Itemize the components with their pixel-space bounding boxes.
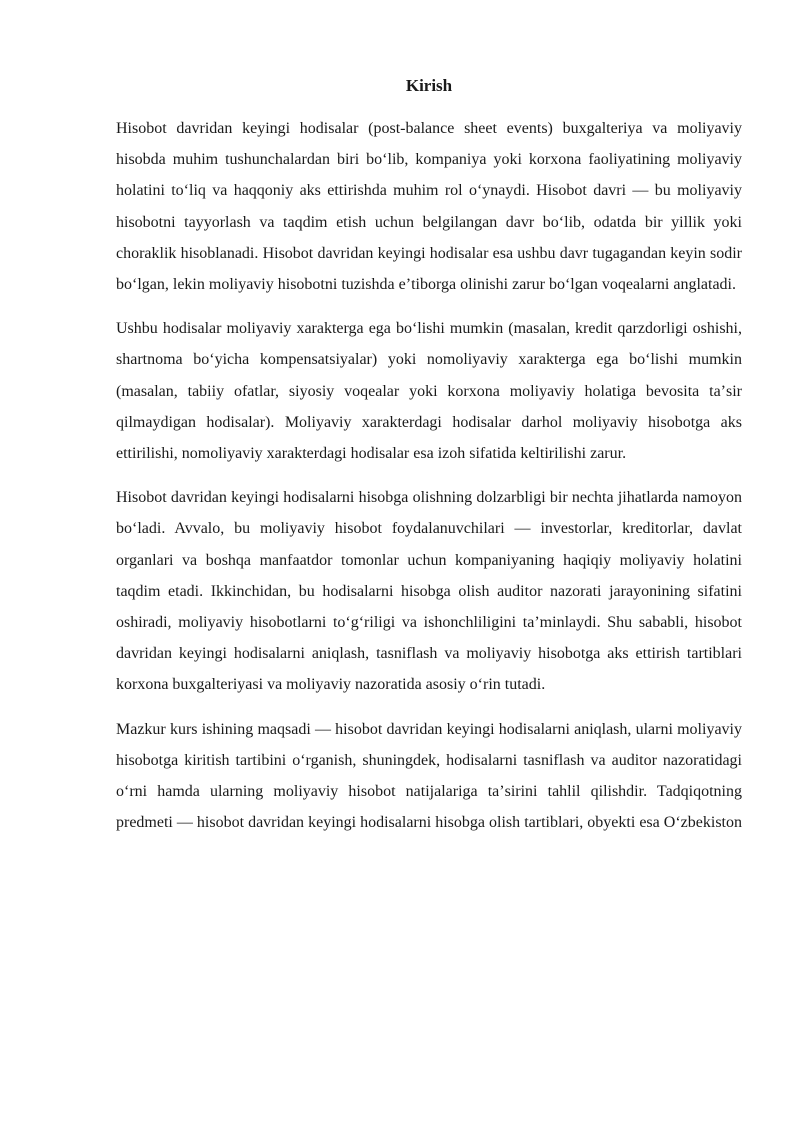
paragraph-3: Hisobot davridan keyingi hodisalarni hisobga olishning dolzarbligi bir nechta jihatlarda namoyon boʻladi. Avvalo, bu moliyaviy hisobot foydalanuvchilari — investorlar, kreditorlar, davlat organlari va boshqa manfaatdor tomonlar uchun kompaniyaning haqiqiy moliyaviy holatini taqdim etadi. Ikkinchidan, bu hodisalarni hisobga olish auditor nazorati jarayonining sifatini oshiradi, moliyaviy hisobotlarni toʻgʻriligi va ishonchliligini taʼminlaydi. Shu sababli, hisobot davridan keyingi hodisalarni aniqlash, tasniflash va moliyaviy hisobotga aks ettirish tartiblari korxona buxgalteriyasi va moliyaviy nazoratida asosiy oʻrin tutadi. [116, 489, 742, 694]
section-title: Kirish [405, 76, 453, 95]
paragraph-2: Ushbu hodisalar moliyaviy xarakterga ega boʻlishi mumkin (masalan, kredit qarzdorligi oshishi, shartnoma boʻyicha kompensatsiyalar) yoki nomoliyaviy xarakterga ega boʻlishi mumkin (masalan, tabiiy ofatlar, siyosiy voqealar yoki korxona moliyaviy holatiga bevosita taʼsir qilmaydigan hodisalar). Moliyaviy xarakterdagi hodisalar darhol moliyaviy hisobotga aks ettirilishi, nomoliyaviy xarakterdagi hodisalar esa izoh sifatida keltirilishi zarur. [116, 320, 742, 463]
paragraph-4: Mazkur kurs ishining maqsadi — hisobot davridan keyingi hodisalarni aniqlash, ularni moliyaviy hisobotga kiritish tartibini oʻrganish, shuningdek, hodisalarni tasniflash va auditor nazoratidagi oʻrni hamda ularning moliyaviy hisobot natijalariga taʼsirini tahlil qilishdir. Tadqiqotning predmeti — hisobot davridan keyingi hodisalarni hisobga olish tartiblari, obyekti esa Oʻzbekiston [116, 720, 742, 832]
paragraph-1: Hisobot davridan keyingi hodisalar (post-balance sheet events) buxgalteriya va moliyaviy hisobda muhim tushunchalardan biri boʻlib, kompaniya yoki korxona faoliyatining moliyaviy holatini toʻliq va haqqoniy aks ettirishda muhim rol oʻynaydi. Hisobot davri — bu moliyaviy hisobotni tayyorlash va taqdim etish uchun belgilangan davr boʻlib, odatda bir yillik yoki choraklik hisoblanadi. Hisobot davridan keyingi hodisalar esa ushbu davr tugagandan keyin sodir boʻlgan, lekin moliyaviy hisobotni tuzishda eʼtiborga olinishi zarur boʻlgan voqealarni anglatadi. [116, 120, 742, 294]
document-page [116, 70, 742, 851]
